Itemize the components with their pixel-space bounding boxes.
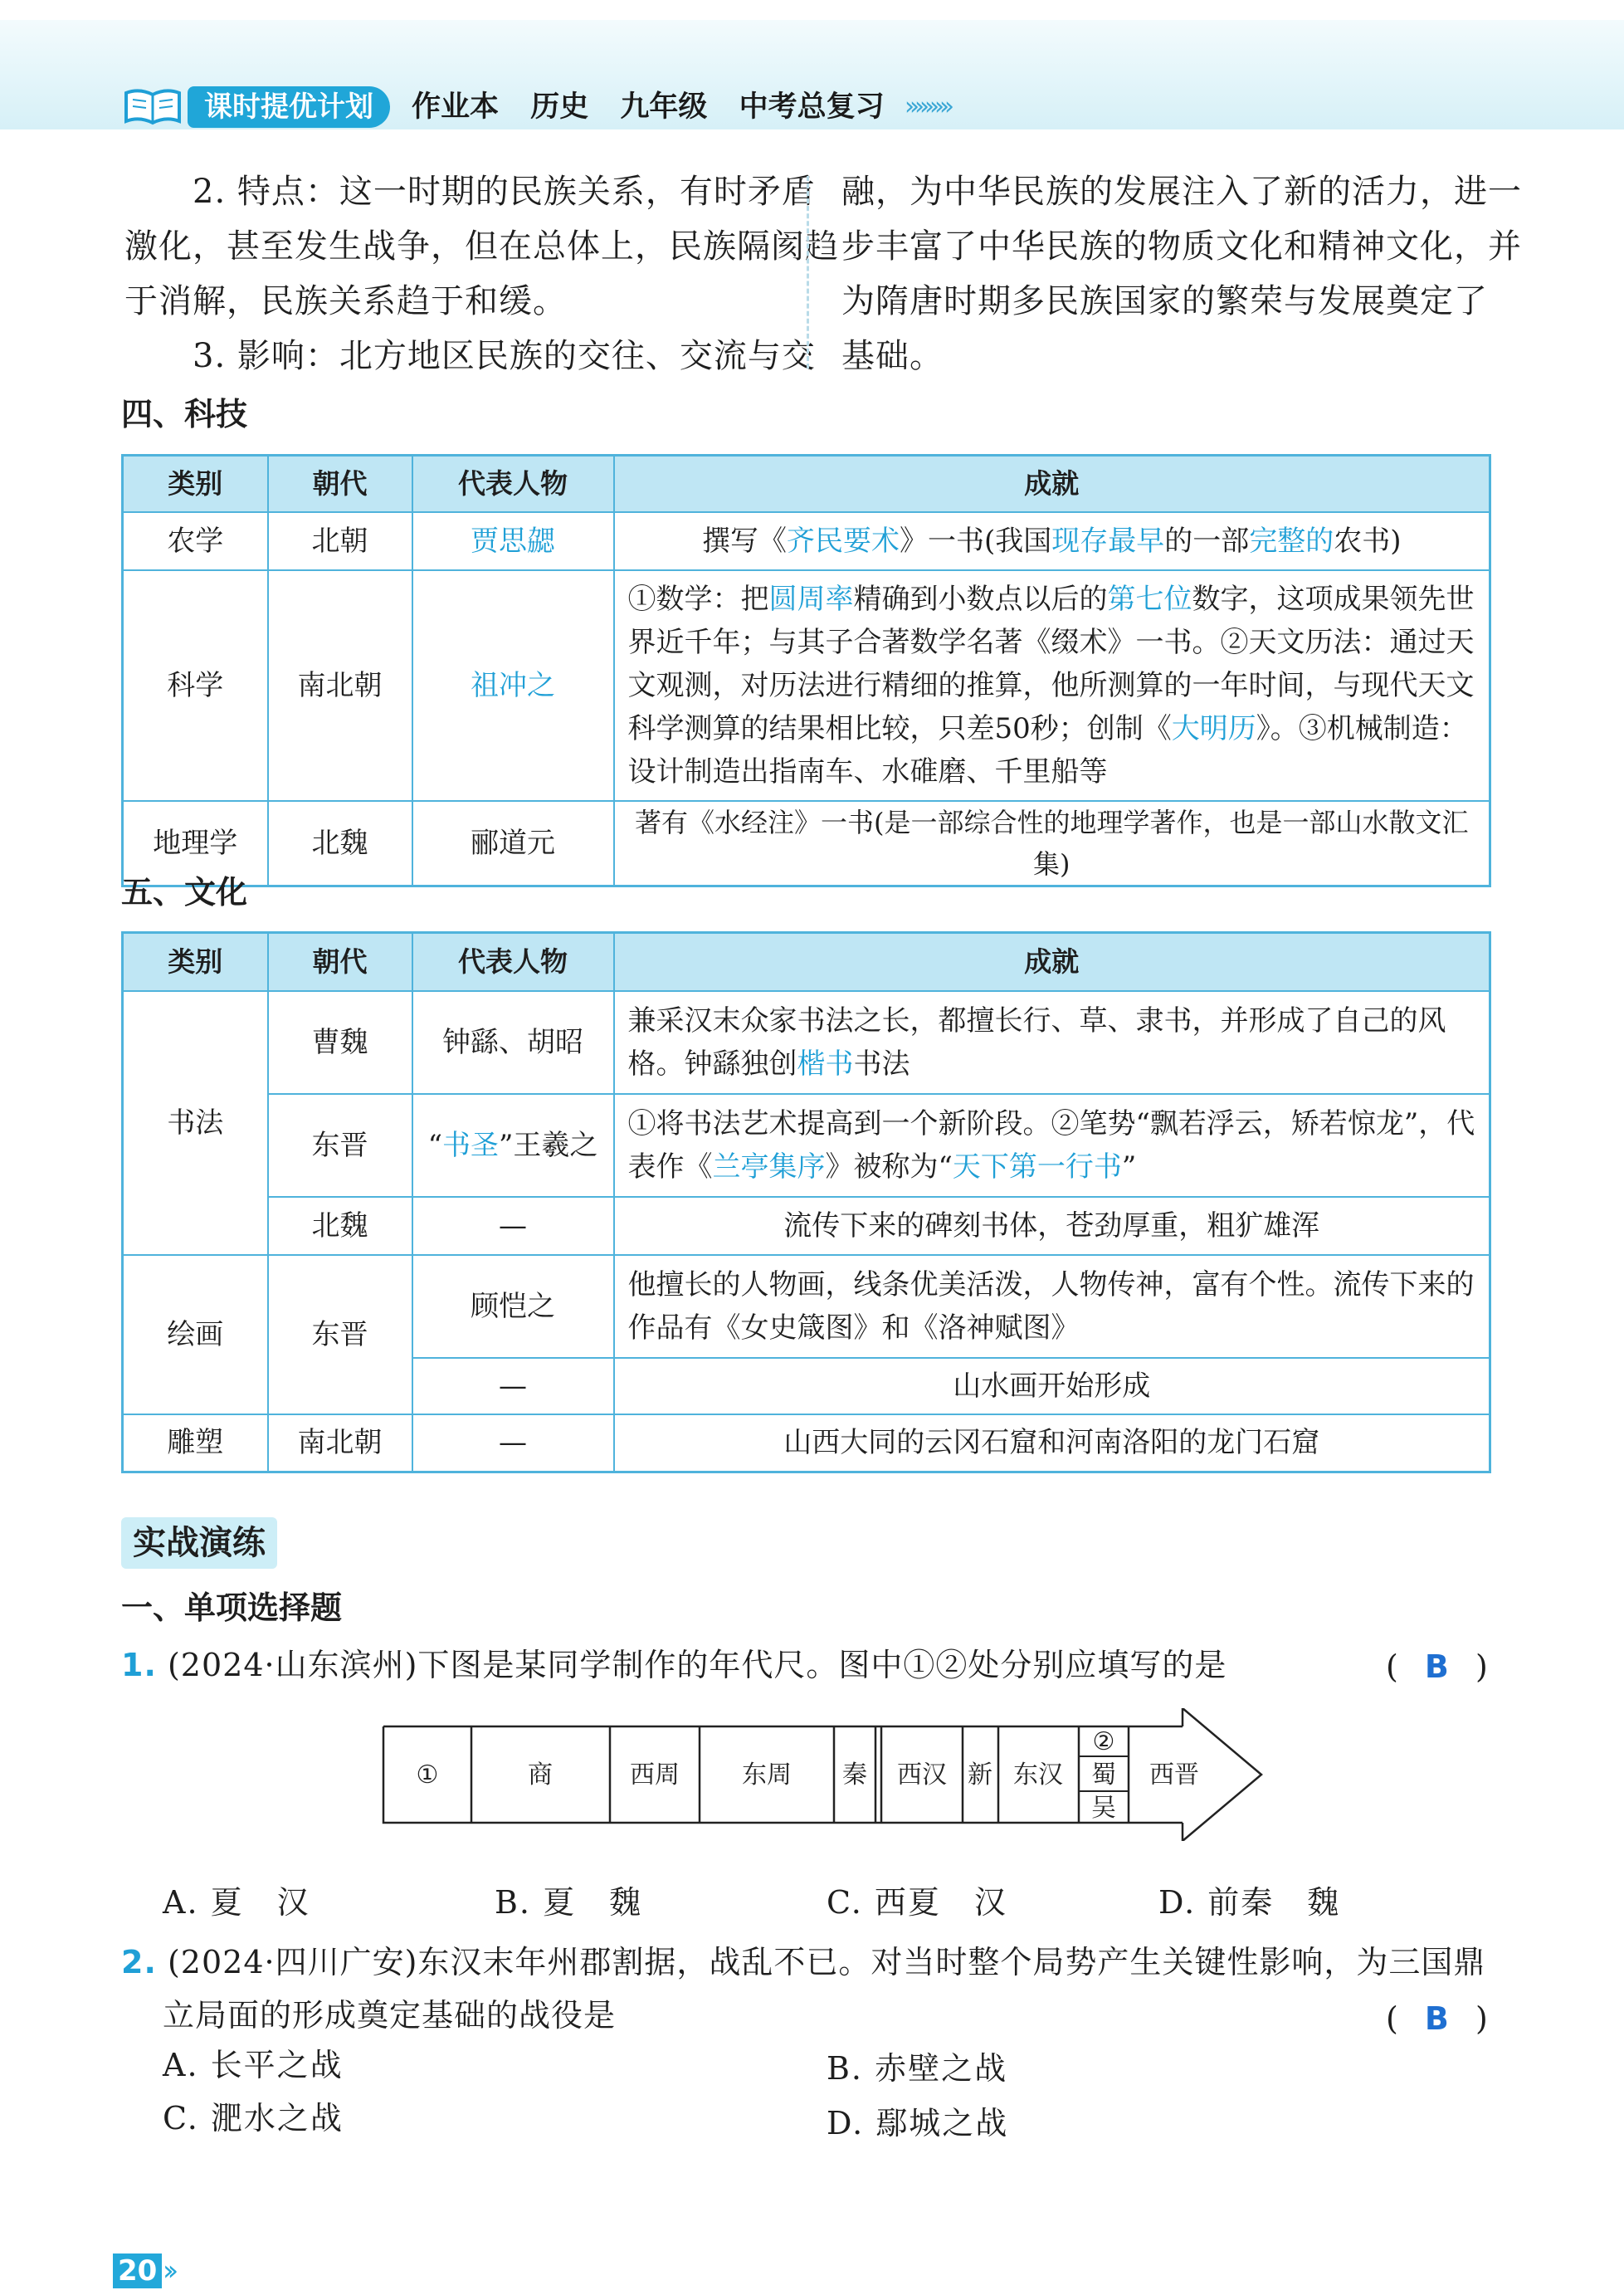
intro-left-line: 于消解，民族关系趋于和缓。 <box>124 282 567 320</box>
column-divider <box>807 176 809 369</box>
table-row <box>123 512 1490 570</box>
culture-table <box>121 931 1491 1473</box>
question-1 <box>121 1642 1227 1688</box>
dynasty-cell: 曹魏 <box>268 991 412 1094</box>
column-header: 代表人物 <box>412 456 614 512</box>
intro-right-line: 基础。 <box>841 337 944 375</box>
table-row <box>123 1197 1490 1255</box>
table-row <box>123 1255 1490 1358</box>
option-d[interactable]: D. 鄢城之战 <box>827 2105 1009 2141</box>
dynasty-cell: 南北朝 <box>268 570 412 801</box>
category-cell: 科学 <box>123 570 268 801</box>
dynasty-cell: 东晋 <box>268 1094 412 1197</box>
category-cell: 农学 <box>123 512 268 570</box>
question-number: 1. <box>121 1647 157 1683</box>
question-number: 2. <box>121 1944 157 1980</box>
brand-label: 课时提优计划 <box>188 86 390 128</box>
page-chevron-icon: ›› <box>163 2254 173 2288</box>
option-a[interactable]: A. 夏 汉 <box>163 1884 310 1921</box>
table-header-row <box>123 933 1490 991</box>
category-cell: 书法 <box>123 991 268 1255</box>
achievement-cell: ①将书法艺术提高到一个新阶段。②笔势“飘若浮云，矫若惊龙”，代表作《兰亭集序》被称为“天下第一行书” <box>614 1094 1490 1197</box>
header-subject: 历史 <box>530 90 589 124</box>
section-title-science: 四、科技 <box>121 396 248 432</box>
column-header: 成就 <box>614 933 1490 991</box>
achievement-cell: 著有《水经注》一书(是一部综合性的地理学著作，也是一部山水散文汇集) <box>614 801 1490 886</box>
practice-section-tag: 实战演练 <box>121 1517 277 1569</box>
option-c[interactable]: C. 淝水之战 <box>163 2100 344 2136</box>
category-cell: 地理学 <box>123 801 268 886</box>
column-header: 朝代 <box>268 456 412 512</box>
section-title-choice: 一、单项选择题 <box>121 1589 343 1626</box>
highlight-term: 第七位 <box>1107 582 1192 616</box>
answer-bracket: ( B ) <box>1386 2000 1489 2037</box>
dynasty-cell: 东晋 <box>268 1255 412 1414</box>
table-row <box>123 991 1490 1094</box>
header-series: 中考总复习 <box>739 90 885 124</box>
timeline-label: 东周 <box>742 1760 792 1790</box>
highlight-term: 齐民要术 <box>786 524 900 558</box>
highlight-term: 现存最早 <box>1051 524 1165 558</box>
question-text: (2024·山东滨州)下图是某同学制作的年代尺。图中①②处分别应填写的是 <box>167 1647 1227 1683</box>
option-b[interactable]: B. 赤壁之战 <box>827 2050 1008 2087</box>
answer-mark: B <box>1424 1648 1450 1685</box>
option-d[interactable]: D. 前秦 魏 <box>1158 1884 1341 1921</box>
person-cell: 钟繇、胡昭 <box>412 991 614 1094</box>
question-text-line2: 立局面的形成奠定基础的战役是 <box>163 1997 617 2034</box>
question-2 <box>121 1939 1485 1985</box>
achievement-cell: ①数学：把圆周率精确到小数点以后的第七位数字，这项成果领先世界近千年；与其子合著数学名著《缀术》一书。②天文历法：通过天文观测，对历法进行精细的推算，他所测算的一年时间，与现代天文科学测算的结果相比较，只差50秒；创制《大明历》。③机械制造：设计制造出指南车、水碓磨、千里船等 <box>614 570 1490 801</box>
intro-left-line: 3. 影响：北方地区民族的交往、交流与交 <box>193 337 816 375</box>
header-breadcrumb <box>412 86 906 128</box>
table-row <box>123 1414 1490 1472</box>
timeline-label: 西周 <box>630 1760 680 1790</box>
dynasty-cell: 北魏 <box>268 1197 412 1255</box>
timeline-label: 商 <box>528 1760 553 1790</box>
column-header: 类别 <box>123 933 268 991</box>
dynasty-cell: 南北朝 <box>268 1414 412 1472</box>
timeline-label: 西汉 <box>897 1760 947 1790</box>
timeline-label: 西晋 <box>1149 1760 1199 1790</box>
highlight-term: 楷书 <box>797 1047 854 1081</box>
person-cell: “书圣”王羲之 <box>412 1094 614 1197</box>
intro-right-line: 融，为中华民族的发展注入了新的活力，进一 <box>841 173 1522 211</box>
intro-right-line: 步丰富了中华民族的物质文化和精神文化，并 <box>841 227 1522 266</box>
answer-mark: B <box>1424 2000 1450 2037</box>
table-row <box>123 801 1490 886</box>
option-a[interactable]: A. 长平之战 <box>163 2047 344 2083</box>
highlight-term: 完整的 <box>1249 524 1334 558</box>
column-header: 代表人物 <box>412 933 614 991</box>
person-cell: — <box>412 1414 614 1472</box>
category-cell: 雕塑 <box>123 1414 268 1472</box>
table-row <box>123 1094 1490 1197</box>
achievement-cell: 他擅长的人物画，线条优美活泼，人物传神，富有个性。流传下来的作品有《女史箴图》和《洛神赋图》 <box>614 1255 1490 1358</box>
question-text: (2024·四川广安)东汉末年州郡割据，战乱不已。对当时整个局势产生关键性影响，为三国鼎 <box>167 1944 1486 1980</box>
highlight-term: 天下第一行书 <box>952 1150 1122 1184</box>
intro-right-line: 为隋唐时期多民族国家的繁荣与发展奠定了 <box>841 282 1488 320</box>
timeline-label: 东汉 <box>1013 1760 1063 1790</box>
dynasty-cell: 北朝 <box>268 512 412 570</box>
open-book-icon <box>123 85 183 128</box>
highlight-term: 圆周率 <box>768 582 854 616</box>
category-cell: 绘画 <box>123 1255 268 1414</box>
highlight-term: 兰亭集序 <box>712 1150 826 1184</box>
achievement-cell: 山西大同的云冈石窟和河南洛阳的龙门石窟 <box>614 1414 1490 1472</box>
person-cell: — <box>412 1358 614 1414</box>
timeline-label: 秦 <box>842 1760 867 1790</box>
header-chevrons-icon: ››››››››› <box>905 92 949 121</box>
intro-left-line: 2. 特点：这一时期的民族关系，有时矛盾 <box>193 173 816 211</box>
intro-left-line: 激化，甚至发生战争，但在总体上，民族隔阂趋 <box>124 227 839 266</box>
timeline-label: 蜀 <box>1091 1760 1116 1790</box>
science-table <box>121 454 1491 887</box>
highlight-term: 书圣 <box>442 1128 499 1162</box>
page-number: 20 <box>113 2253 162 2288</box>
dynasty-cell: 北魏 <box>268 801 412 886</box>
timeline-label: 吴 <box>1091 1794 1116 1823</box>
table-row <box>123 570 1490 801</box>
column-header: 类别 <box>123 456 268 512</box>
achievement-cell: 撰写《齐民要术》一书(我国现存最早的一部完整的农书) <box>614 512 1490 570</box>
person-cell: — <box>412 1197 614 1255</box>
person-cell: 郦道元 <box>412 801 614 886</box>
answer-bracket: ( B ) <box>1386 1648 1489 1685</box>
achievement-cell: 流传下来的碑刻书体，苍劲厚重，粗犷雄浑 <box>614 1197 1490 1255</box>
achievement-cell: 山水画开始形成 <box>614 1358 1490 1414</box>
column-header: 成就 <box>614 456 1490 512</box>
header-grade: 九年级 <box>620 90 708 124</box>
section-title-culture: 五、文化 <box>121 874 248 911</box>
column-header: 朝代 <box>268 933 412 991</box>
person-cell: 贾思勰 <box>412 512 614 570</box>
achievement-cell: 兼采汉末众家书法之长，都擅长行、草、隶书，并形成了自己的风格。钟繇独创楷书书法 <box>614 991 1490 1094</box>
timeline-label: ① <box>416 1760 439 1790</box>
option-c[interactable]: C. 西夏 汉 <box>827 1884 1007 1921</box>
timeline-ruler <box>382 1708 1278 1841</box>
person-cell: 祖冲之 <box>412 570 614 801</box>
header-book: 作业本 <box>412 90 500 124</box>
highlight-term: 大明历 <box>1171 711 1256 745</box>
timeline-label: 新 <box>968 1760 992 1790</box>
option-b[interactable]: B. 夏 魏 <box>495 1884 643 1921</box>
timeline-label: ② <box>1092 1727 1115 1756</box>
table-header-row <box>123 456 1490 512</box>
person-cell: 顾恺之 <box>412 1255 614 1358</box>
